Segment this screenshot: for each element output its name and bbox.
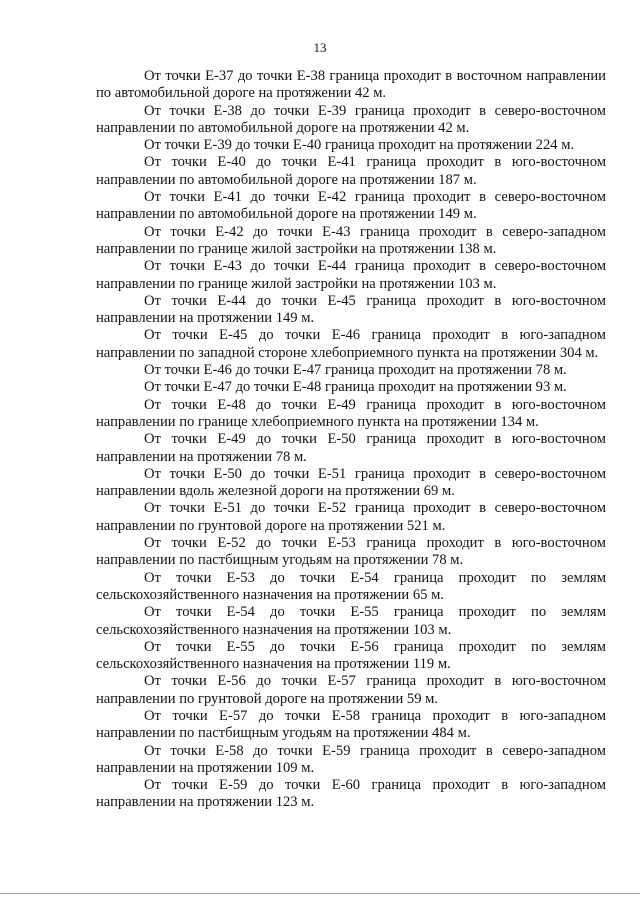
paragraph: От точки Е-42 до точки Е-43 граница проходит в северо-западном направлении по границе жилой застройки на протяжении 138 м. (96, 223, 606, 257)
paragraph: От точки Е-51 до точки Е-52 граница проходит в северо-восточном направлении по грунтовой дороге на протяжении 521 м. (96, 500, 606, 534)
paragraph: От точки Е-59 до точки Е-60 граница проходит в юго-западном направлении на протяжении 123 м. (96, 777, 606, 811)
paragraph: От точки Е-48 до точки Е-49 граница проходит в юго-восточном направлении по границе хлебоприемного пункта на протяжении 134 м. (96, 396, 606, 430)
paragraph: От точки Е-38 до точки Е-39 граница проходит в северо-восточном направлении по автомобильной дороге на протяжении 42 м. (96, 102, 606, 136)
paragraph: От точки Е-56 до точки Е-57 граница проходит в юго-восточном направлении по грунтовой дороге на протяжении 59 м. (96, 673, 606, 707)
page-number: 13 (313, 40, 327, 55)
paragraph: От точки Е-45 до точки Е-46 граница проходит в юго-западном направлении по западной стороне хлебоприемного пункта на протяжении 304 м. (96, 327, 606, 361)
paragraph: От точки Е-49 до точки Е-50 граница проходит в юго-восточном направлении на протяжении 78 м. (96, 431, 606, 465)
paragraph: От точки Е-41 до точки Е-42 граница проходит в северо-восточном направлении по автомобильной дороге на протяжении 149 м. (96, 189, 606, 223)
paragraph: От точки Е-57 до точки Е-58 граница проходит в юго-западном направлении по пастбищным угодьям на протяжении 484 м. (96, 707, 606, 742)
paragraph: От точки Е-55 до точки Е-56 граница проходит по землям сельскохозяйственного назначения на протяжении 119 м. (96, 638, 606, 673)
paragraph: От точки Е-52 до точки Е-53 граница проходит в юго-восточном направлении по пастбищным угодьям на протяжении 78 м. (96, 535, 606, 569)
paragraph: От точки Е-37 до точки Е-38 граница проходит в восточном направлении по автомобильной дороге на протяжении 42 м. (96, 68, 606, 102)
paragraph: От точки Е-47 до точки Е-48 граница проходит на протяжении 93 м. (144, 379, 567, 396)
bottom-divider (0, 893, 640, 894)
paragraph: От точки Е-46 до точки Е-47 граница проходит на протяжении 78 м. (144, 362, 567, 379)
paragraph: От точки Е-50 до точки Е-51 граница проходит в северо-восточном направлении вдоль железной дороги на протяжении 69 м. (96, 465, 606, 500)
paragraph: От точки Е-53 до точки Е-54 граница проходит по землям сельскохозяйственного назначения на протяжении 65 м. (96, 569, 606, 603)
paragraph: От точки Е-54 до точки Е-55 граница проходит по землям сельскохозяйственного назначения на протяжении 103 м. (96, 604, 606, 638)
paragraph: От точки Е-44 до точки Е-45 граница проходит в юго-восточном направлении на протяжении 149 м. (96, 292, 606, 327)
paragraph: От точки Е-43 до точки Е-44 граница проходит в северо-восточном направлении по границе жилой застройки на протяжении 103 м. (96, 258, 606, 292)
paragraph: От точки Е-58 до точки Е-59 граница проходит в северо-западном направлении на протяжении 109 м. (96, 742, 606, 776)
paragraph: От точки Е-40 до точки Е-41 граница проходит в юго-восточном направлении по автомобильной дороге на протяжении 187 м. (96, 154, 606, 188)
document-body (96, 68, 606, 812)
paragraph: От точки Е-39 до точки Е-40 граница проходит на протяжении 224 м. (144, 137, 575, 154)
